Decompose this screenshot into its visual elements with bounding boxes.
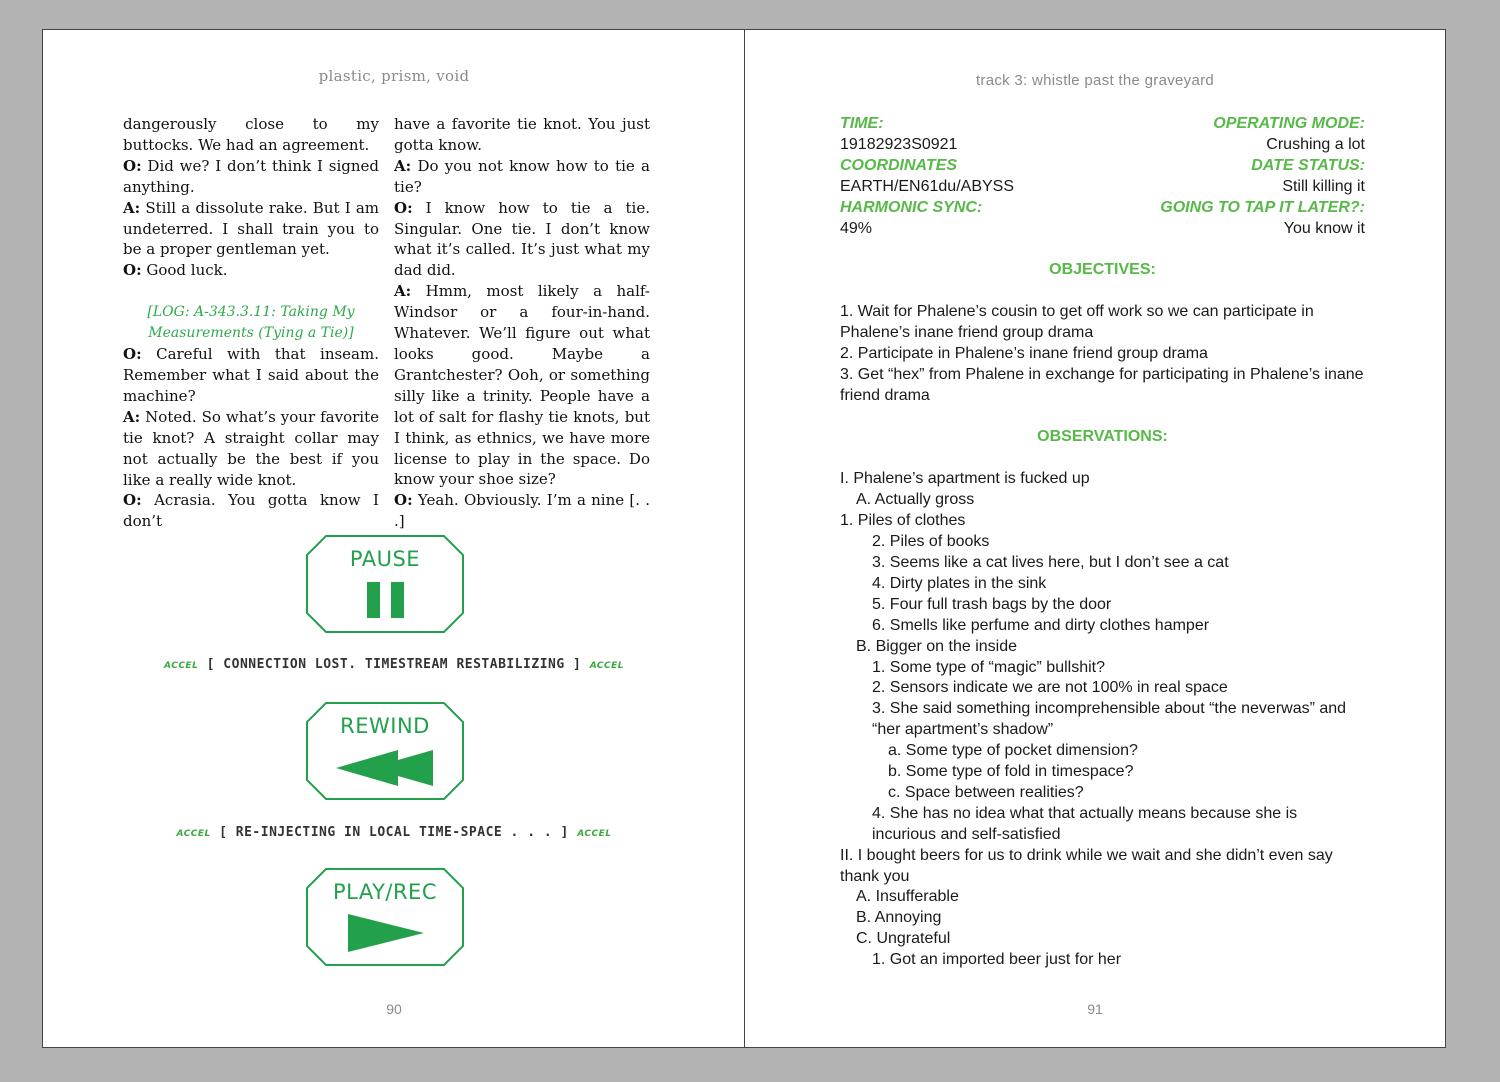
observation-item: 6. Smells like perfume and dirty clothes hamper — [872, 616, 1210, 634]
observation-item: 5. Four full trash bags by the door — [872, 595, 1112, 613]
observation-item: I. Phalene’s apartment is fucked up — [840, 470, 1090, 488]
pause-icon — [367, 582, 380, 618]
date-label: DATE STATUS: — [1251, 156, 1365, 174]
observation-item: 4. Dirty plates in the sink — [872, 574, 1047, 592]
play-rec-button[interactable] — [306, 868, 464, 966]
sync-label: HARMONIC SYNC: — [840, 198, 983, 216]
status-line-2: ACCEL [ RE-INJECTING IN LOCAL TIME-SPACE . . . ] ACCEL — [176, 825, 612, 840]
coord-label: COORDINATES — [840, 156, 958, 174]
page-number-right: 91 — [1087, 1001, 1103, 1017]
paragraph: dangerously close to my buttocks. We had an agreement. — [123, 115, 379, 154]
observation-item: 1. Some type of “magic” bullshit? — [872, 658, 1105, 676]
objective-item: 1. Wait for Phalene’s cousin to get off work so we can participate in Phalene’s inane friend group drama — [840, 302, 1314, 341]
observation-item: A. Actually gross — [856, 491, 975, 509]
dialogue-line: O: Good luck. — [123, 261, 228, 280]
dialogue-line: O: Did we? I don’t think I signed anything. — [123, 156, 379, 196]
mode-label: OPERATING MODE: — [1213, 115, 1365, 132]
dialogue-line: O: I know how to tie a tie. Singular. One tie. I don’t know what it’s called. It’s just what my dad did. — [394, 198, 650, 280]
observation-item: a. Some type of pocket dimension? — [888, 742, 1138, 760]
time-label: TIME: — [840, 115, 884, 132]
objectives-heading: OBJECTIVES: — [1049, 261, 1156, 278]
observation-item: B. Annoying — [856, 909, 942, 927]
status-line-1: ACCEL [ CONNECTION LOST. TIMESTREAM RESTABILIZING ] ACCEL — [164, 657, 624, 672]
objective-item: 3. Get “hex” from Phalene in exchange for participating in Phalene’s inane friend drama — [840, 365, 1364, 404]
running-head-left: plastic, prism, void — [318, 67, 470, 85]
observations-heading: OBSERVATIONS: — [1037, 428, 1168, 446]
rewind-label: REWIND — [340, 714, 430, 738]
tap-value: You know it — [1283, 219, 1365, 237]
rewind-button[interactable] — [306, 702, 464, 800]
pause-button[interactable] — [306, 535, 464, 633]
right-page — [744, 29, 1446, 1048]
text-column-1 — [123, 114, 379, 532]
coord-value: EARTH/EN61du/ABYSS — [840, 177, 1015, 195]
tap-label: GOING TO TAP IT LATER?: — [1160, 198, 1365, 216]
observation-item: 2. Piles of books — [872, 533, 990, 551]
observation-item: 1. Got an imported beer just for her — [872, 951, 1122, 969]
time-value: 19182923S0921 — [840, 135, 958, 153]
running-head-right: track 3: whistle past the graveyard — [975, 72, 1215, 89]
dialogue-line: A: Do you not know how to tie a tie? — [394, 156, 650, 196]
play-rec-label: PLAY/REC — [332, 880, 437, 904]
observation-item: b. Some type of fold in timespace? — [888, 763, 1134, 781]
pause-label: PAUSE — [349, 547, 421, 571]
dialogue-line: O: Careful with that inseam. Remember what I said about the machine? — [123, 345, 379, 405]
log-heading: [LOG: A-343.3.11: Taking My Measurements (Tying a Tie)] — [147, 304, 355, 342]
observation-item: II. I bought beers for us to drink while we wait and she didn’t even say thank you — [840, 846, 1333, 885]
dialogue-line: A: Noted. So what’s your favorite tie knot? A straight collar may not actually be the best if you like a really wide knot. — [123, 407, 379, 489]
left-page — [42, 29, 745, 1048]
paragraph: have a favorite tie knot. You just gotta know. — [394, 115, 650, 154]
dialogue-line: A: Still a dissolute rake. But I am undeterred. I shall train you to be a proper gentleman yet. — [123, 198, 379, 259]
text-column-2 — [394, 114, 650, 532]
objectives-section — [840, 260, 1365, 971]
observation-item: c. Space between realities? — [888, 783, 1084, 801]
observation-item: 3. Seems like a cat lives here, but I don’t see a cat — [872, 553, 1229, 571]
date-value: Still killing it — [1282, 177, 1365, 195]
observation-item: C. Ungrateful — [856, 930, 951, 948]
observation-item: 2. Sensors indicate we are not 100% in real space — [872, 679, 1228, 697]
page-number-left: 90 — [386, 1001, 402, 1017]
mode-value: Crushing a lot — [1266, 135, 1365, 153]
observation-item: B. Bigger on the inside — [856, 637, 1017, 655]
dialogue-line: O: Yeah. Obviously. I’m a nine [. . .] — [394, 491, 650, 531]
objective-item: 2. Participate in Phalene’s inane friend group drama — [840, 344, 1208, 362]
observations-list — [840, 469, 1365, 971]
dialogue-line: A: Hmm, most likely a half-Windsor or a four-in-hand. Whatever. We’ll figure out what looks good. Maybe a Grantchester? Ooh, or something silly like a trinity. People have a lot of salt for flashy tie knots, but I think, as ethnics, we have more license to play in the space. Do know your shoe size? — [394, 282, 650, 489]
status-meta — [840, 114, 1365, 239]
observation-item: 1. Piles of clothes — [840, 512, 966, 530]
observation-item: 3. She said something incomprehensible about “the neverwas” and “her apartment’s shadow” — [872, 700, 1347, 739]
observation-item: A. Insufferable — [856, 888, 959, 906]
sync-value: 49% — [840, 219, 873, 237]
dialogue-line: O: Acrasia. You gotta know I don’t — [123, 491, 379, 531]
observation-item: 4. She has no idea what that actually means because she is incurious and self-satisfied — [872, 804, 1298, 843]
